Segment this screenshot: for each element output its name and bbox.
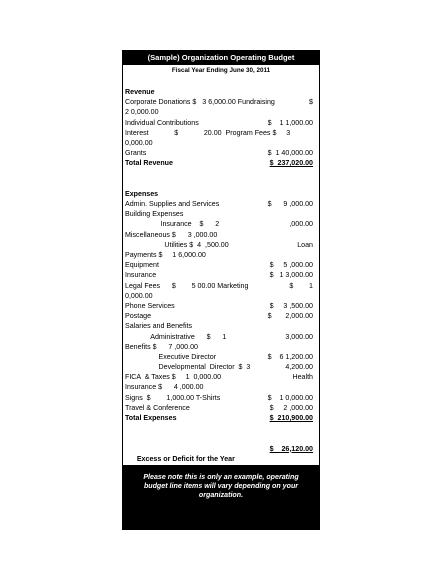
- expenses-line: [125, 332, 317, 342]
- expenses-line-label: Administrative $ 1: [125, 332, 227, 341]
- expenses-line-label: 0,000.00: [125, 291, 153, 300]
- expenses-line-amount: $ 6 1,200.00: [267, 352, 313, 361]
- expenses-line-amount: $ 9 ,000.00: [267, 200, 313, 209]
- expenses-line-label: Signs $ 1,000.00 T-Shirts: [125, 393, 221, 402]
- expenses-line-amount: 3,000.00: [285, 332, 313, 341]
- excess-row: [125, 444, 317, 463]
- expenses-line: [125, 362, 317, 372]
- expenses-line: [125, 403, 317, 413]
- expenses-line: [125, 230, 317, 240]
- excess-value: $ 26,120.00: [269, 444, 313, 453]
- revenue-line: [125, 148, 317, 158]
- expenses-line-label: Phone Services: [125, 301, 175, 310]
- budget-body: [125, 87, 317, 463]
- revenue-line-label: 2 0,000.00: [125, 108, 159, 117]
- expenses-line: [125, 219, 317, 229]
- expenses-line-amount: 4,200.00: [285, 363, 313, 372]
- revenue-line-amount: $ 1 40,000.00: [267, 149, 313, 158]
- revenue-line-label: 0,000.00: [125, 138, 153, 147]
- expenses-line-label: Postage: [125, 312, 152, 321]
- revenue-line-amount: $ 237,020.00: [269, 159, 313, 168]
- expenses-line-label: Admin. Supplies and Services: [125, 200, 220, 209]
- expenses-line: [125, 250, 317, 260]
- expenses-line: [125, 281, 317, 291]
- expenses-line-label: Equipment: [125, 261, 159, 270]
- excess-label: Excess or Deficit for the Year: [136, 454, 235, 463]
- expenses-line-label: Insurance $ 4 ,000.00: [125, 383, 204, 392]
- revenue-line: [125, 138, 317, 148]
- expenses-line: [125, 413, 317, 423]
- expenses-line: [125, 342, 317, 352]
- expenses-line-amount: $ 1 0,000.00: [267, 393, 313, 402]
- fiscal-year-subtitle: Fiscal Year Ending June 30, 2011: [171, 67, 271, 74]
- expenses-line-label: Utilities $ 4 ,500.00: [125, 240, 229, 249]
- footer-note: Please note this is only an example, operating budget line items will vary depending on your organization.: [123, 465, 319, 529]
- expenses-line-label: Miscellaneous $ 3 ,000.00: [125, 230, 218, 239]
- expenses-heading: Expenses: [125, 189, 159, 198]
- page-title: (Sample) Organization Operating Budget: [123, 51, 319, 65]
- revenue-line-label: Total Revenue: [125, 159, 173, 168]
- budget-sheet: [122, 50, 320, 530]
- expenses-line-amount: $ 2 ,000.00: [269, 403, 313, 412]
- revenue-section: [125, 97, 317, 168]
- expenses-line-label: Legal Fees $ 5 00.00 Marketing: [125, 281, 249, 290]
- expenses-line-label: Salaries and Benefits: [125, 322, 193, 331]
- expenses-line: [125, 352, 317, 362]
- revenue-line: [125, 97, 317, 107]
- expenses-section: [125, 199, 317, 423]
- revenue-line-label: Grants: [125, 149, 147, 158]
- revenue-line-amount: $ 1 1,000.00: [267, 118, 313, 127]
- expenses-line-label: Travel & Conference: [125, 403, 190, 412]
- expenses-line-amount: $ 1: [289, 281, 313, 290]
- revenue-line-label: Interest $ 20.00 Program Fees $ 3: [125, 128, 291, 137]
- expenses-line: [125, 209, 317, 219]
- revenue-line: [125, 107, 317, 117]
- revenue-heading: Revenue: [125, 88, 155, 96]
- expenses-line-amount: $ 3 ,500.00: [269, 301, 313, 310]
- revenue-line: [125, 118, 317, 128]
- expenses-line-amount: Health: [292, 373, 313, 382]
- expenses-line: [125, 321, 317, 331]
- expenses-line-label: Benefits $ 7 ,000.00: [125, 342, 198, 351]
- expenses-line: [125, 240, 317, 250]
- expenses-line: [125, 311, 317, 321]
- expenses-line-label: Executive Director: [125, 352, 217, 361]
- expenses-line-label: Insurance: [125, 271, 157, 280]
- expenses-line: [125, 382, 317, 392]
- expenses-line-amount: ,000.00: [289, 220, 313, 229]
- expenses-line: [125, 393, 317, 403]
- expenses-line-amount: $ 210,900.00: [269, 414, 313, 422]
- expenses-line-amount: $ 2,000.00: [267, 312, 313, 321]
- revenue-line: [125, 128, 317, 138]
- expenses-line: [125, 260, 317, 270]
- expenses-line: [125, 301, 317, 311]
- expenses-line-amount: $ 1 3,000.00: [269, 271, 313, 280]
- expenses-line-amount: Loan: [297, 240, 313, 249]
- revenue-line-amount: $: [309, 98, 313, 107]
- expenses-line-label: Insurance $ 2: [125, 220, 220, 229]
- expenses-line-label: Total Expenses: [125, 414, 177, 422]
- expenses-line-label: Developmental Director $ 3: [125, 363, 251, 372]
- expenses-line: [125, 372, 317, 382]
- expenses-line-label: Building Expenses: [125, 210, 184, 219]
- revenue-line-label: Individual Contributions: [125, 118, 199, 127]
- expenses-line-amount: $ 5 ,000.00: [269, 261, 313, 270]
- expenses-line: [125, 270, 317, 280]
- expenses-line: [125, 291, 317, 301]
- expenses-line: [125, 199, 317, 209]
- expenses-line-label: FICA & Taxes $ 1 0,000.00: [125, 373, 222, 382]
- revenue-line-label: Corporate Donations $ 3 6,000.00 Fundraising: [125, 98, 275, 107]
- revenue-line: [125, 158, 317, 168]
- expenses-line-label: Payments $ 1 6,000.00: [125, 251, 206, 259]
